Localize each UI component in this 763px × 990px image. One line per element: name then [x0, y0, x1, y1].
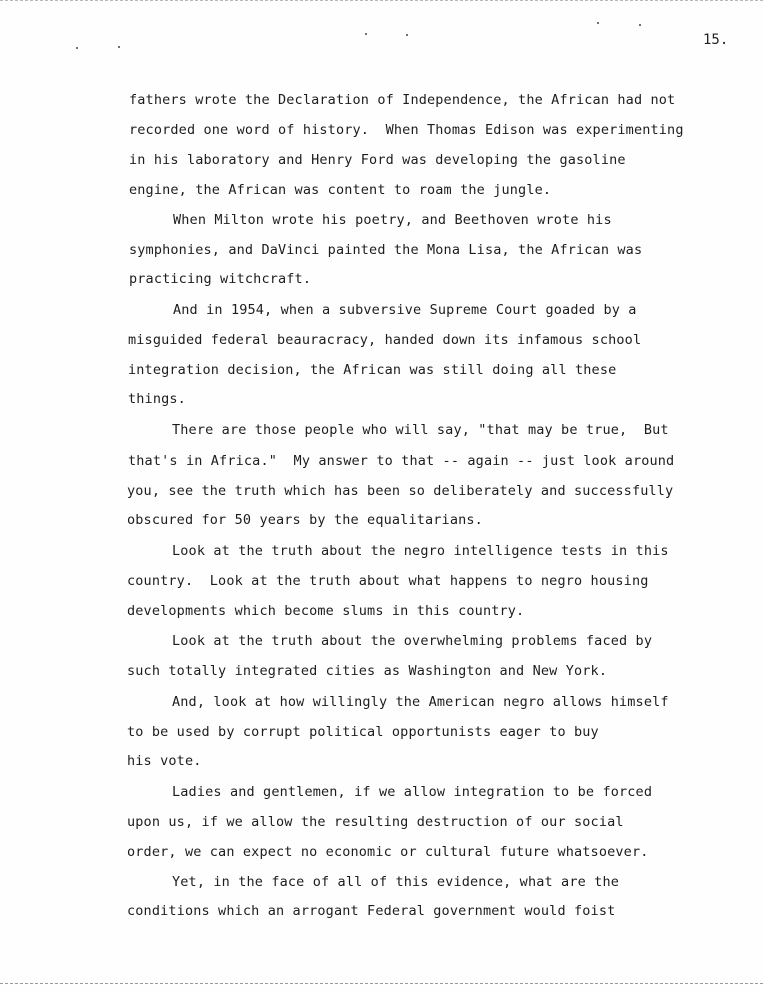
- bottom-scan-edge: [0, 983, 763, 984]
- text-line: his vote.: [127, 753, 202, 769]
- text-line: symphonies, and DaVinci painted the Mona Lisa, the African was: [129, 242, 643, 258]
- speck: [76, 47, 78, 49]
- text-line: When Milton wrote his poetry, and Beethoven wrote his: [173, 212, 612, 228]
- text-line: And, look at how willingly the American negro allows himself: [172, 694, 669, 710]
- text-line: country. Look at the truth about what happens to negro housing: [127, 573, 649, 589]
- text-line: conditions which an arrogant Federal government would foist: [127, 903, 616, 919]
- text-line: recorded one word of history. When Thomas Edison was experimenting: [129, 122, 684, 138]
- speck: [406, 34, 408, 36]
- text-line: developments which become slums in this country.: [127, 603, 525, 619]
- text-line: practicing witchcraft.: [129, 271, 312, 287]
- text-line: in his laboratory and Henry Ford was developing the gasoline: [129, 152, 626, 168]
- text-line: And in 1954, when a subversive Supreme Court goaded by a: [173, 302, 637, 318]
- text-line: Ladies and gentlemen, if we allow integration to be forced: [172, 784, 653, 800]
- text-line: Look at the truth about the overwhelming problems faced by: [172, 633, 653, 649]
- text-line: you, see the truth which has been so deliberately and successfully: [127, 483, 674, 499]
- text-line: integration decision, the African was still doing all these: [128, 362, 617, 378]
- text-line: to be used by corrupt political opportunists eager to buy: [127, 724, 599, 740]
- text-line: Look at the truth about the negro intelligence tests in this: [172, 543, 669, 559]
- speck: [597, 22, 599, 24]
- text-line: Yet, in the face of all of this evidence, what are the: [172, 874, 619, 890]
- text-line: things.: [128, 391, 186, 407]
- text-line: such totally integrated cities as Washington and New York.: [127, 663, 608, 679]
- text-line: misguided federal beauracracy, handed down its infamous school: [128, 332, 642, 348]
- speck: [118, 46, 120, 48]
- text-line: fathers wrote the Declaration of Independence, the African had not: [129, 92, 676, 108]
- top-scan-edge: [0, 0, 763, 4]
- text-line: upon us, if we allow the resulting destruction of our social: [127, 814, 624, 830]
- speck: [365, 33, 367, 35]
- speck: [639, 24, 641, 26]
- page-number: 15.: [703, 32, 729, 48]
- text-line: that's in Africa." My answer to that -- again -- just look around: [128, 453, 675, 469]
- text-line: There are those people who will say, "that may be true, But: [172, 422, 669, 438]
- text-line: engine, the African was content to roam the jungle.: [129, 182, 552, 198]
- text-line: order, we can expect no economic or cultural future whatsoever.: [127, 844, 649, 860]
- text-line: obscured for 50 years by the equalitarians.: [127, 512, 483, 528]
